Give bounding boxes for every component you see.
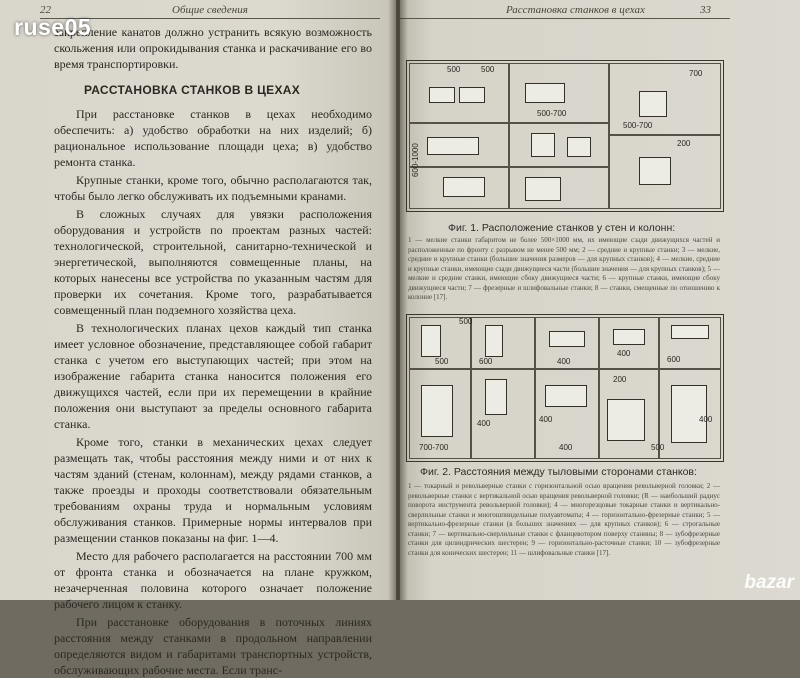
paragraph: Место для рабочего располагается на расстоянии 700 мм от фронта станка и обозначается на плане кружком, незачерченная половина которого означает положение рабочего лицом к станку.: [54, 549, 372, 611]
machine-outline: [485, 379, 507, 415]
dimension-label: 600: [479, 357, 493, 366]
machine-outline: [421, 385, 453, 437]
figure-1: [406, 60, 724, 212]
dimension-label: 500: [481, 65, 495, 74]
figure-1-caption: Фиг. 1. Расположение станков у стен и колонн:: [448, 222, 676, 234]
machine-outline: [421, 325, 441, 357]
dimension-label: 200: [677, 139, 691, 148]
paragraph: При расстановке оборудования в поточных линиях расстояния между станками в продольном направлении определяются видом и габаритами транспортных устройств, обслуживающих рабочие места. Если транс-: [54, 615, 372, 677]
machine-outline: [531, 133, 555, 157]
machine-outline: [607, 399, 645, 441]
dimension-label: 700: [689, 69, 703, 78]
right-running-head: Расстановка станков в цехах: [506, 4, 645, 16]
figure-2-legend: 1 — токарный и револьверные станки с горизонтальной осью вращения револьверной головки; 2 — револьверные станки с вертикальной осью вращения револьверной головки; (R — наибольший радиус поворота инструмента револьверной головки); 4 — многорезцовые токарные станки и вертикально-сверлильные станки и многошпиндельные полуавтоматы; 4 — горизонтально-фрезерные станки; 5 — вертикально-фрезерные станки (в больших значениях — для крупных станков); 6 — строгальные станки; 7 — вертикально-сверлильные станки с фланцевотором поверху станины; 8 — зубофрезерные станки для цилиндрических шестерен; 9 — горизонтально-расточные станки; 10 — зубофрезерные станки для конических шестерен; 11 — шлифовальные станки [17].: [408, 482, 720, 557]
dimension-label: 400: [539, 415, 553, 424]
dimension-label: 600: [667, 355, 681, 364]
machine-outline: [525, 83, 565, 103]
machine-outline: [427, 137, 479, 155]
dimension-label: 500: [447, 65, 461, 74]
machine-outline: [671, 325, 709, 339]
left-page-number: 22: [40, 4, 51, 16]
dimension-label: 700-700: [419, 443, 449, 452]
machine-outline: [639, 91, 667, 117]
dimension-label: 500: [435, 357, 449, 366]
dimension-label: 500: [459, 317, 473, 326]
dimension-label: 600-1000: [411, 143, 420, 177]
dimension-label: 400: [699, 415, 713, 424]
machine-outline: [545, 385, 587, 407]
paragraph: При расстановке станков в цехах необходимо обеспечить: а) удобство обработки на них изделий; б) рациональное использование площади цеха; в) удобство ремонта станка.: [54, 107, 372, 169]
section-title: РАССТАНОВКА СТАНКОВ В ЦЕХАХ: [84, 83, 301, 97]
dimension-label: 500-700: [537, 109, 567, 118]
figure-2-caption: Фиг. 2. Расстояния между тыловыми сторонами станков:: [420, 466, 697, 478]
dimension-label: 400: [617, 349, 631, 358]
body-text-block: [54, 106, 372, 678]
machine-outline: [567, 137, 591, 157]
paragraph: В технологических планах цехов каждый тип станка имеет условное обозначение, представляющее собой габарит станка с учетом его выступающих частей; при этом на изображение габарита станка наносится положения его движущихся частей, если при их перемещении в крайние положения они выступают за пределы основного габарита станка.: [54, 321, 372, 431]
right-page-number: 33: [700, 4, 711, 16]
machine-outline: [429, 87, 455, 103]
dimension-label: 200: [613, 375, 627, 384]
machine-outline: [525, 177, 561, 201]
paragraph: Крупные станки, кроме того, обычно располагаются так, чтобы было легко обслуживать их подъемными кранами.: [54, 173, 372, 203]
fig1-cell: [509, 123, 609, 167]
machine-outline: [459, 87, 485, 103]
dimension-label: 500-700: [623, 121, 653, 130]
intro-text-block: [54, 24, 372, 72]
left-page: [0, 0, 396, 677]
book-gutter: [388, 0, 408, 600]
figure-2: [406, 314, 724, 462]
dimension-label: 400: [477, 419, 491, 428]
machine-outline: [549, 331, 585, 347]
paragraph: Кроме того, станки в механических цехах следует размещать так, чтобы расстояния между ними и от них к частям зданий (стенам, колоннам), между рядами станков, а также проезды и проходы соответствовали обязательным требованиям охраны труда и нормальным условиям обслуживания станков. Примерные нормы интервалов при размещении станков показаны на фиг. 1—4.: [54, 435, 372, 545]
machine-outline: [671, 385, 707, 443]
right-page: [400, 0, 800, 600]
right-header-rule: [400, 18, 730, 19]
dimension-label: 500: [651, 443, 665, 452]
machine-outline: [485, 325, 503, 357]
paragraph: В сложных случаях для увязки расположения оборудования и устройств по проектам разных частей: технологической, строительной, санитарно-технической и энергетической, выполняются совмещенные планы, на которых нанесены все устройства по указанным частям для проверки их сочетания. Кроме того, разрабатывается совмещенный план подземного хозяйства цеха.: [54, 207, 372, 317]
intro-paragraph: закрепление канатов должно устранить всякую возможность скольжения или опрокидывания станка и раскачивание его во время транспортировки.: [54, 25, 372, 71]
dimension-label: 400: [557, 357, 571, 366]
left-running-head: Общие сведения: [172, 4, 248, 16]
dimension-label: 400: [559, 443, 573, 452]
machine-outline: [613, 329, 645, 345]
site-logo: ruse05: [14, 14, 92, 40]
figure-1-legend: 1 — мелкие станки габаритом не более 500×1000 мм, их имеющие сзади движущихся частей и расположенные по фронту с разрывом не менее 500 мм; 2 — средние и крупные станки; 3 — мелкие, средние и крупные станки (большие значения размеров — для крупных станков); 4 — мелкие, средние и крупные станки, имеющие сзади движущиеся части (большие значения — для крупных станков); 5 — мелкие и средние станки, имеющие сбоку движущиеся части; 6 — крупные станки, имеющие сбоку движущиеся части; 7 — фрезерные и шлифовальные станки; 8 — станки, смещенные по отношению к колонне [17].: [408, 236, 720, 301]
machine-outline: [443, 177, 485, 197]
machine-outline: [639, 157, 671, 185]
watermark-logo: bazar: [744, 572, 794, 593]
